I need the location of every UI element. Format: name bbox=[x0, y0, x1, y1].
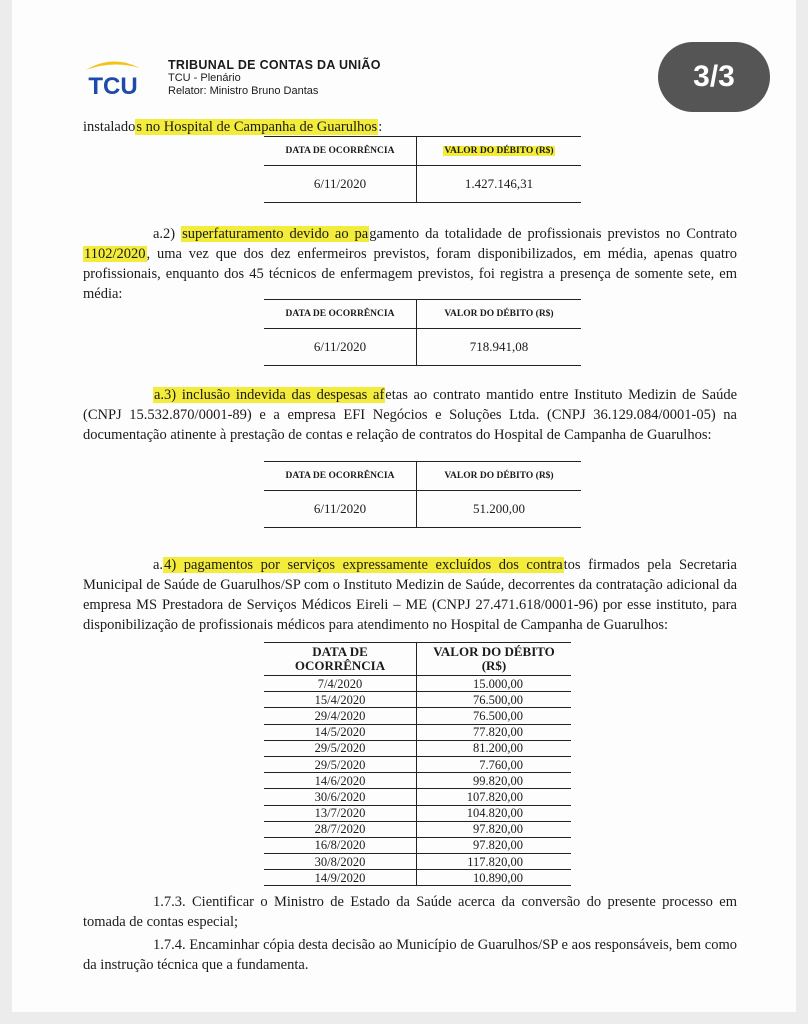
paragraph-a3: a.3) inclusão indevida das despesas afetas ao contrato mantido entre Instituto Medizin de Saúde (CNPJ 15.532.870/0001-89) e a empresa EFI Negócios e Soluções Ltda. (CNPJ 36.129.084/0001-05) na documentação atinente à prestação de contas e relação de contratos do Hospital de Campanha de Guarulhos: bbox=[83, 387, 738, 443]
table-a1 bbox=[264, 136, 581, 203]
a3-date: 6/11/2020 bbox=[264, 491, 417, 528]
paragraph-a4: a.4) pagamentos por serviços expressamente excluídos dos contratos firmados pela Secretaria Municipal de Saúde de Guarulhos/SP com o Instituto Medizin de Saúde, decorrentes da contratação adicional da empresa MS Prestadora de Serviços Médicos Eireli – ME (CNPJ 27.471.618/0001-96) por esse instituto, para disponibilização de profissionais médicos para atendimento no Hospital de Campanha de Guarulhos: bbox=[83, 557, 737, 633]
tcu-logo bbox=[82, 56, 144, 100]
table-a3 bbox=[264, 461, 581, 528]
a1-date: 6/11/2020 bbox=[264, 166, 417, 203]
row-date: 14/9/2020 bbox=[264, 870, 417, 886]
row-value: 76.500,00 bbox=[417, 708, 572, 724]
table-a2 bbox=[264, 299, 581, 366]
table-row bbox=[264, 756, 571, 772]
row-value: 97.820,00 bbox=[417, 837, 572, 853]
row-value: 117.820,00 bbox=[417, 854, 572, 870]
a4-col-date: DATA DE OCORRÊNCIA bbox=[264, 643, 417, 676]
table-row bbox=[264, 676, 571, 692]
logo-text: TCU bbox=[88, 73, 138, 100]
header-line3: Relator: Ministro Bruno Dantas bbox=[168, 85, 319, 97]
a3-col-date: DATA DE OCORRÊNCIA bbox=[264, 462, 417, 491]
paragraph-a1 bbox=[83, 117, 737, 137]
table-row bbox=[264, 708, 571, 724]
org-name: TRIBUNAL DE CONTAS DA UNIÃO bbox=[168, 58, 381, 72]
row-value: 107.820,00 bbox=[417, 789, 572, 805]
item-1-7-4: 1.7.4. Encaminhar cópia desta decisão ao Município de Guarulhos/SP e aos responsáveis, bem como da instrução técnica que a fundamenta. bbox=[83, 937, 737, 973]
item-1-7-3: 1.7.3. Cientificar o Ministro de Estado da Saúde acerca da conversão do presente processo em tomada de contas especial; bbox=[83, 894, 737, 930]
table-row bbox=[264, 805, 571, 821]
row-date: 29/5/2020 bbox=[264, 756, 417, 772]
row-value: 77.820,00 bbox=[417, 724, 572, 740]
row-value: 10.890,00 bbox=[417, 870, 572, 886]
a3-value: 51.200,00 bbox=[417, 491, 582, 528]
row-date: 30/6/2020 bbox=[264, 789, 417, 805]
a1-text: instalado bbox=[83, 119, 136, 135]
a1-col-value: VALOR DO DÉBITO (R$) bbox=[417, 137, 582, 166]
header-line2: TCU - Plenário bbox=[168, 72, 241, 84]
a1-col-date: DATA DE OCORRÊNCIA bbox=[264, 137, 417, 166]
a2-highlight-1: superfaturamento devido ao pa bbox=[182, 226, 369, 242]
row-value: 97.820,00 bbox=[417, 821, 572, 837]
table-a4 bbox=[264, 642, 571, 886]
row-date: 15/4/2020 bbox=[264, 692, 417, 708]
row-date: 29/4/2020 bbox=[264, 708, 417, 724]
table-row bbox=[264, 870, 571, 886]
table-row bbox=[264, 854, 571, 870]
a2-highlight-2: 1102/2020 bbox=[84, 246, 146, 262]
table-row bbox=[264, 692, 571, 708]
header-block bbox=[168, 58, 381, 98]
row-value: 7.760,00 bbox=[417, 756, 572, 772]
a3-highlight: a.3) inclusão indevida das despesas af bbox=[154, 387, 385, 403]
a1-value: 1.427.146,31 bbox=[417, 166, 582, 203]
a1-highlight: s no Hospital de Campanha de Guarulhos bbox=[136, 119, 378, 135]
row-date: 29/5/2020 bbox=[264, 740, 417, 756]
a4-highlight: 4) pagamentos por serviços expressamente excluídos dos contra bbox=[164, 557, 563, 573]
row-value: 81.200,00 bbox=[417, 740, 572, 756]
a4-col-value: VALOR DO DÉBITO (R$) bbox=[417, 643, 572, 676]
row-date: 14/5/2020 bbox=[264, 724, 417, 740]
a2-col-date: DATA DE OCORRÊNCIA bbox=[264, 300, 417, 329]
a2-date: 6/11/2020 bbox=[264, 329, 417, 366]
table-row bbox=[264, 724, 571, 740]
a4-table-body bbox=[264, 676, 571, 886]
a3-col-value: VALOR DO DÉBITO (R$) bbox=[417, 462, 582, 491]
row-date: 30/8/2020 bbox=[264, 854, 417, 870]
a1-text-end: : bbox=[378, 119, 383, 135]
row-date: 28/7/2020 bbox=[264, 821, 417, 837]
table-row bbox=[264, 837, 571, 853]
a2-col-value: VALOR DO DÉBITO (R$) bbox=[417, 300, 582, 329]
row-value: 99.820,00 bbox=[417, 773, 572, 789]
row-date: 7/4/2020 bbox=[264, 676, 417, 692]
row-date: 16/8/2020 bbox=[264, 837, 417, 853]
table-row bbox=[264, 773, 571, 789]
table-row bbox=[264, 740, 571, 756]
row-date: 14/6/2020 bbox=[264, 773, 417, 789]
a2-value: 718.941,08 bbox=[417, 329, 582, 366]
table-row bbox=[264, 789, 571, 805]
row-date: 13/7/2020 bbox=[264, 805, 417, 821]
logo-swoosh bbox=[86, 61, 140, 70]
row-value: 76.500,00 bbox=[417, 692, 572, 708]
page-counter-badge: 3/3 bbox=[658, 42, 770, 112]
row-value: 104.820,00 bbox=[417, 805, 572, 821]
paragraph-a2: a.2) superfaturamento devido ao pagamento da totalidade de profissionais previstos no Contrato 1102/2020, uma vez que dos dez enfermeiros previstos, foram disponibilizados, em média, apenas quatro profissionais, enquanto dos 45 técnicos de enfermagem previstos, foi registra a presença de somente sete, em média: bbox=[83, 226, 738, 302]
row-value: 15.000,00 bbox=[417, 676, 572, 692]
table-row bbox=[264, 821, 571, 837]
